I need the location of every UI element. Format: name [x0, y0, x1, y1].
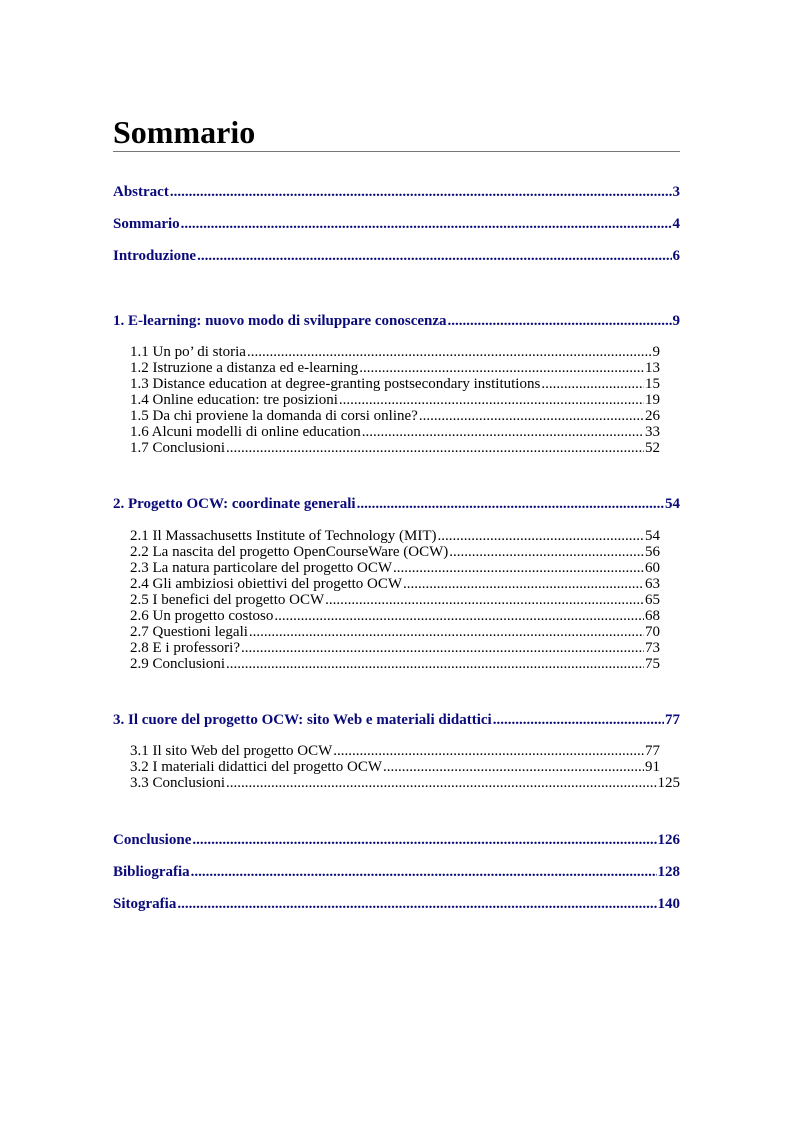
toc-page-number: 65	[645, 592, 660, 608]
toc-leader	[383, 759, 644, 775]
toc-page-number: 19	[645, 392, 660, 408]
toc-page-number: 9	[672, 313, 680, 329]
toc-section[interactable]	[130, 759, 660, 775]
toc-leader	[191, 862, 657, 882]
toc-page-number: 73	[645, 640, 660, 656]
toc-page-number: 13	[645, 360, 660, 376]
toc-section[interactable]	[130, 392, 660, 408]
toc-leader	[541, 376, 644, 392]
toc-entry-conclusione[interactable]	[113, 830, 680, 850]
page-title: Sommario	[113, 114, 256, 150]
toc-page-number: 126	[657, 832, 680, 848]
toc-section[interactable]	[130, 440, 660, 456]
toc-section[interactable]	[130, 376, 660, 392]
toc-page-number: 60	[645, 560, 660, 576]
toc-section[interactable]	[130, 528, 660, 544]
toc-entry-bibliografia[interactable]	[113, 862, 680, 882]
toc-entry-introduzione[interactable]	[113, 246, 680, 266]
toc-leader	[241, 640, 644, 656]
toc-leader	[192, 830, 656, 850]
toc-label: 2.7 Questioni legali	[130, 624, 248, 640]
toc-section[interactable]	[130, 544, 660, 560]
toc-leader	[448, 311, 672, 331]
toc-leader	[177, 894, 656, 914]
toc-leader	[274, 608, 644, 624]
toc-page-number: 3	[672, 184, 680, 200]
toc-section[interactable]	[130, 560, 660, 576]
toc-label: 1.5 Da chi proviene la domanda di corsi online?	[130, 408, 418, 424]
title-divider	[113, 151, 680, 152]
toc-leader	[359, 360, 644, 376]
toc-label: 3.3 Conclusioni	[130, 775, 226, 791]
toc-page-number: 125	[657, 775, 680, 791]
toc-page-number: 54	[665, 496, 680, 512]
toc-label: Sitografia	[113, 896, 177, 912]
toc-label: Abstract	[113, 184, 169, 200]
toc-page-number: 140	[657, 896, 680, 912]
toc-page-number: 54	[645, 528, 660, 544]
toc-leader	[181, 214, 672, 234]
toc-label: 1.4 Online education: tre posizioni	[130, 392, 338, 408]
toc-label: 2.4 Gli ambiziosi obiettivi del progetto OCW	[130, 576, 403, 592]
toc-leader	[403, 576, 644, 592]
toc-label: Bibliografia	[113, 864, 190, 880]
toc-page-number: 63	[645, 576, 660, 592]
toc-label: 1.1 Un po’ di storia	[130, 344, 246, 360]
toc-leader	[247, 344, 652, 360]
toc-label: 1.6 Alcuni modelli di online education	[130, 424, 361, 440]
toc-leader	[226, 440, 644, 456]
toc-label: 2.5 I benefici del progetto OCW	[130, 592, 325, 608]
toc-leader	[393, 560, 644, 576]
toc-entry-abstract[interactable]	[113, 182, 680, 202]
toc-label: 2.6 Un progetto costoso	[130, 608, 274, 624]
toc-label: 2.1 Il Massachusetts Institute of Technology (MIT)	[130, 528, 437, 544]
toc-section[interactable]	[130, 576, 660, 592]
toc-page-number: 52	[645, 440, 660, 456]
toc-page-number: 128	[657, 864, 680, 880]
toc-label: 2.9 Conclusioni	[130, 656, 226, 672]
toc-leader	[493, 710, 664, 730]
toc-label: 3. Il cuore del progetto OCW: sito Web e materiali didattici	[113, 712, 492, 728]
toc-label: 1.3 Distance education at degree-granting postsecondary institutions	[130, 376, 541, 392]
toc-section[interactable]	[130, 344, 660, 360]
toc-leader	[362, 424, 644, 440]
toc-label: 2.8 E i professori?	[130, 640, 240, 656]
toc-label: Sommario	[113, 216, 180, 232]
toc-section[interactable]	[130, 624, 660, 640]
toc-section[interactable]	[130, 743, 660, 759]
toc-page-number: 4	[672, 216, 680, 232]
toc-section[interactable]	[130, 592, 660, 608]
toc-page-number: 33	[645, 424, 660, 440]
toc-chapter-3[interactable]	[113, 710, 680, 730]
toc-page-number: 70	[645, 624, 660, 640]
toc-page-number: 91	[645, 759, 660, 775]
toc-page-number: 9	[652, 344, 660, 360]
toc-label: Introduzione	[113, 248, 197, 264]
toc-label: 1.7 Conclusioni	[130, 440, 226, 456]
toc-entry-sitografia[interactable]	[113, 894, 680, 914]
toc-label: 3.2 I materiali didattici del progetto OCW	[130, 759, 383, 775]
toc-leader	[419, 408, 644, 424]
toc-label: 2. Progetto OCW: coordinate generali	[113, 496, 356, 512]
toc-leader	[170, 182, 672, 202]
toc-chapter-1[interactable]	[113, 311, 680, 331]
toc-section[interactable]	[130, 775, 680, 791]
toc-page-number: 15	[645, 376, 660, 392]
toc-label: 1.2 Istruzione a distanza ed e-learning	[130, 360, 359, 376]
toc-section[interactable]	[130, 424, 660, 440]
toc-leader	[226, 656, 644, 672]
toc-page-number: 75	[645, 656, 660, 672]
toc-label: 2.3 La natura particolare del progetto OCW	[130, 560, 392, 576]
toc-leader	[357, 494, 664, 514]
toc-page-number: 26	[645, 408, 660, 424]
toc-section[interactable]	[130, 656, 660, 672]
toc-leader	[197, 246, 671, 266]
toc-label: Conclusione	[113, 832, 192, 848]
toc-label: 2.2 La nascita del progetto OpenCourseWare (OCW)	[130, 544, 449, 560]
toc-label: 3.1 Il sito Web del progetto OCW	[130, 743, 333, 759]
toc-leader	[449, 544, 644, 560]
toc-leader	[226, 775, 656, 791]
toc-page-number: 56	[645, 544, 660, 560]
toc-page-number: 68	[645, 608, 660, 624]
toc-entry-sommario[interactable]	[113, 214, 680, 234]
toc-page-number: 77	[645, 743, 660, 759]
toc-leader	[333, 743, 644, 759]
toc-page-number: 6	[672, 248, 680, 264]
toc-page-number: 77	[665, 712, 680, 728]
toc-section[interactable]	[130, 608, 660, 624]
toc-section[interactable]	[130, 360, 660, 376]
toc-leader	[325, 592, 644, 608]
toc-chapter-2[interactable]	[113, 494, 680, 514]
toc-section[interactable]	[130, 640, 660, 656]
toc-label: 1. E-learning: nuovo modo di sviluppare conoscenza	[113, 313, 447, 329]
toc-leader	[339, 392, 644, 408]
toc-leader	[438, 528, 644, 544]
toc-section[interactable]	[130, 408, 660, 424]
toc-leader	[249, 624, 644, 640]
